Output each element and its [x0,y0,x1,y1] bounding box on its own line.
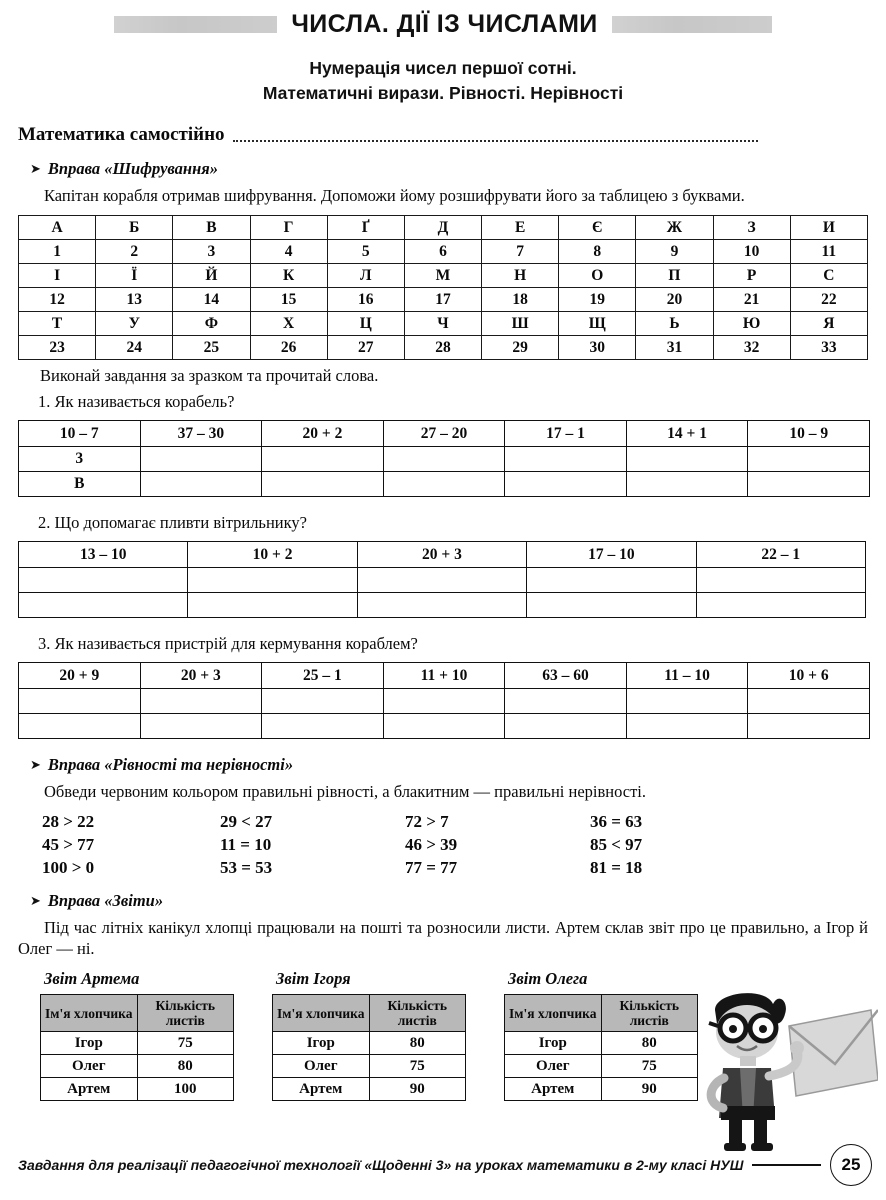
footer-rule [752,1164,821,1166]
alphabet-number-cell: 17 [404,288,481,312]
alphabet-letter-cell: П [636,264,713,288]
cipher-tasks-container [18,392,868,739]
answer-cell[interactable] [140,689,262,714]
alphabet-number-cell: 5 [327,240,404,264]
answer-cell[interactable] [140,447,262,472]
expression-cell: 10 + 6 [748,663,870,689]
alphabet-letter-cell: Х [250,312,327,336]
arrow-bullet-icon: ➤ [30,758,41,773]
expression-cell: 10 + 2 [188,542,357,568]
expression-cell: 14 + 1 [626,421,748,447]
alphabet-number-cell: 8 [559,240,636,264]
page-header [18,0,868,40]
table-row [505,1055,698,1078]
alphabet-letter-cell: Е [482,216,559,240]
alphabet-letter-cell: С [790,264,867,288]
table-row [19,714,870,739]
equality-item[interactable]: 46 > 39 [405,835,458,854]
alphabet-table-body [19,216,868,360]
expression-cell: 13 – 10 [19,542,188,568]
answer-cell[interactable] [527,568,696,593]
cipher-task-question: 2. Що допомагає пливти вітрильнику? [38,513,307,532]
alphabet-letter-cell: Т [19,312,96,336]
answer-cell[interactable] [140,472,262,497]
answer-cell[interactable] [19,689,141,714]
arrow-bullet-icon: ➤ [30,894,41,909]
table-header-row [41,995,234,1032]
alphabet-number-cell: 26 [250,336,327,360]
expression-cell: 10 – 7 [19,421,141,447]
equality-item[interactable]: 77 = 77 [405,858,458,877]
arrow-bullet-icon: ➤ [30,162,41,177]
equalities-items-grid [42,812,868,878]
report-column-header: Кількість листів [137,995,234,1032]
report-name-cell: Олег [273,1055,370,1078]
equality-item[interactable]: 29 < 27 [220,812,273,831]
table-row [273,1032,466,1055]
table-row [41,1078,234,1101]
table-row [19,447,870,472]
alphabet-number-cell: 30 [559,336,636,360]
subtitle-line-2: Математичні вирази. Рівності. Нерівності [262,83,624,103]
table-row [41,1032,234,1055]
alphabet-letter-cell: Ю [713,312,790,336]
alphabet-number-cell: 12 [19,288,96,312]
expression-cell: 22 – 1 [696,542,865,568]
table-row [19,593,866,618]
report-count-cell: 75 [137,1032,234,1055]
alphabet-number-cell: 3 [173,240,250,264]
alphabet-letter-cell: Н [482,264,559,288]
table-row [19,663,870,689]
alphabet-number-cell: 10 [713,240,790,264]
alphabet-letter-cell: Ш [482,312,559,336]
answer-cell[interactable] [383,689,505,714]
alphabet-letter-cell: Д [404,216,481,240]
boy-with-envelope-icon [693,988,878,1153]
answer-cell[interactable] [383,472,505,497]
report-count-cell: 80 [601,1032,698,1055]
answer-cell[interactable] [188,593,357,618]
footer-text: Завдання для реалізації педагогічної технології «Щоденні 3» на уроках математики в 2-му класі НУШ [18,1157,744,1173]
answer-cell[interactable] [748,689,870,714]
table-row [273,1055,466,1078]
alphabet-letter-cell: Г [250,216,327,240]
answer-cell[interactable] [748,714,870,739]
answer-cell[interactable] [383,447,505,472]
report-table [272,994,466,1101]
expression-cell: 11 – 10 [626,663,748,689]
alphabet-letter-cell: Ж [636,216,713,240]
alphabet-number-cell: 6 [404,240,481,264]
table-row [19,312,868,336]
alphabet-letter-cell: З [713,216,790,240]
answer-cell[interactable] [262,447,384,472]
alphabet-number-cell: 14 [173,288,250,312]
header-decoration-right [612,16,772,33]
expression-cell: 20 + 9 [19,663,141,689]
answer-cell[interactable] [357,593,526,618]
report-name-cell: Артем [273,1078,370,1101]
report-count-cell: 75 [369,1055,466,1078]
table-row [19,542,866,568]
alphabet-number-cell: 13 [96,288,173,312]
alphabet-number-cell: 31 [636,336,713,360]
equality-item[interactable]: 45 > 77 [42,835,95,854]
answer-cell[interactable] [262,714,384,739]
alphabet-number-cell: 9 [636,240,713,264]
alphabet-letter-cell: Ч [404,312,481,336]
table-row [19,336,868,360]
table-row [505,1078,698,1101]
equality-item[interactable]: 85 < 97 [590,835,643,854]
alphabet-number-cell: 29 [482,336,559,360]
cipher-task-table [18,541,866,618]
answer-cell[interactable] [527,593,696,618]
report-block [18,969,250,1101]
expression-cell: 25 – 1 [262,663,384,689]
expression-cell: 20 + 2 [262,421,384,447]
table-row [19,689,870,714]
alphabet-cipher-table [18,215,868,360]
section-heading-label: Математика самостійно [18,124,225,145]
answer-cell[interactable] [188,568,357,593]
alphabet-number-cell: 25 [173,336,250,360]
exercise-title-reports: Вправа «Звіти» [47,891,164,910]
report-name-cell: Ігор [505,1032,602,1055]
alphabet-number-cell: 1 [19,240,96,264]
table-row [19,240,868,264]
report-table [504,994,698,1101]
page-footer [18,1144,872,1186]
report-count-cell: 100 [137,1078,234,1101]
answer-cell[interactable] [696,593,865,618]
alphabet-letter-cell: І [19,264,96,288]
expression-cell: 17 – 1 [505,421,627,447]
alphabet-letter-cell: Я [790,312,867,336]
answer-cell[interactable] [696,568,865,593]
alphabet-letter-cell: К [250,264,327,288]
report-column-header: Ім'я хлопчика [505,995,602,1032]
alphabet-number-cell: 23 [19,336,96,360]
equality-item[interactable]: 100 > 0 [42,858,95,877]
alphabet-number-cell: 28 [404,336,481,360]
alphabet-letter-cell: Ф [173,312,250,336]
report-column-header: Кількість листів [369,995,466,1032]
report-name-cell: Артем [505,1078,602,1101]
report-count-cell: 90 [601,1078,698,1101]
answer-cell[interactable] [140,714,262,739]
report-name-cell: Артем [41,1078,138,1101]
alphabet-number-cell: 27 [327,336,404,360]
cipher-task-question: 3. Як називається пристрій для кермування кораблем? [38,634,418,653]
alphabet-number-cell: 16 [327,288,404,312]
cipher-task-table [18,420,870,497]
alphabet-number-cell: 22 [790,288,867,312]
answer-cell[interactable]: В [19,472,141,497]
alphabet-letter-cell: М [404,264,481,288]
equality-item[interactable]: 36 = 63 [590,812,643,831]
header-decoration-left [114,16,277,33]
report-column-header: Ім'я хлопчика [41,995,138,1032]
alphabet-letter-cell: Л [327,264,404,288]
exercise-header-reports [30,891,868,911]
expression-cell: 27 – 20 [383,421,505,447]
answer-cell[interactable] [505,447,627,472]
exercise-header-equalities [30,755,868,775]
answer-cell[interactable] [19,568,188,593]
cipher-task-question: 1. Як називається корабель? [38,392,235,411]
alphabet-number-cell: 7 [482,240,559,264]
report-count-cell: 75 [601,1055,698,1078]
equalities-instruction: Обведи червоним кольором правильні рівності, а блакитним — правильні нерівності. [44,782,647,801]
expression-cell: 20 + 3 [357,542,526,568]
answer-cell[interactable] [505,472,627,497]
expression-cell: 20 + 3 [140,663,262,689]
table-row [273,1078,466,1101]
table-row [19,421,870,447]
answer-cell[interactable] [357,568,526,593]
report-caption: Звіт Олега [508,969,588,988]
exercise-title-cipher: Вправа «Шифрування» [47,159,218,178]
alphabet-letter-cell: В [173,216,250,240]
alphabet-letter-cell: О [559,264,636,288]
dotted-leader [233,133,758,142]
equality-item[interactable]: 28 > 22 [42,812,95,831]
report-name-cell: Олег [41,1055,138,1078]
equality-item[interactable]: 53 = 53 [220,858,273,877]
answer-cell[interactable] [748,447,870,472]
cipher-task-table [18,662,870,739]
equality-item[interactable]: 11 = 10 [220,835,272,854]
answer-cell[interactable] [505,689,627,714]
answer-cell[interactable] [19,593,188,618]
answer-cell[interactable] [626,689,748,714]
alphabet-letter-cell: У [96,312,173,336]
alphabet-number-cell: 21 [713,288,790,312]
alphabet-number-cell: 18 [482,288,559,312]
report-name-cell: Ігор [273,1032,370,1055]
table-row [41,1055,234,1078]
report-column-header: Кількість листів [601,995,698,1032]
report-count-cell: 90 [369,1078,466,1101]
alphabet-letter-cell: Ґ [327,216,404,240]
report-count-cell: 80 [137,1055,234,1078]
table-row [505,1032,698,1055]
table-row [19,472,870,497]
table-row [19,216,868,240]
alphabet-letter-cell: Б [96,216,173,240]
alphabet-number-cell: 20 [636,288,713,312]
alphabet-letter-cell: Ц [327,312,404,336]
report-name-cell: Олег [505,1055,602,1078]
page-number-badge: 25 [830,1144,872,1186]
alphabet-number-cell: 19 [559,288,636,312]
table-row [19,264,868,288]
answer-cell[interactable] [626,714,748,739]
alphabet-number-cell: 32 [713,336,790,360]
alphabet-number-cell: 2 [96,240,173,264]
answer-cell[interactable] [626,447,748,472]
alphabet-number-cell: 11 [790,240,867,264]
report-name-cell: Ігор [41,1032,138,1055]
cipher-instruction: Виконай завдання за зразком та прочитай слова. [40,366,379,385]
alphabet-letter-cell: Р [713,264,790,288]
alphabet-letter-cell: И [790,216,867,240]
report-block [482,969,714,1101]
equality-item[interactable]: 81 = 18 [590,858,643,877]
expression-cell: 17 – 10 [527,542,696,568]
exercise-header-cipher [30,159,868,179]
expression-cell: 10 – 9 [748,421,870,447]
table-header-row [505,995,698,1032]
answer-cell[interactable] [748,472,870,497]
page-subtitle [18,56,868,106]
equality-item[interactable]: 72 > 7 [405,812,449,831]
page-title: ЧИСЛА. ДІЇ ІЗ ЧИСЛАМИ [291,9,598,38]
cipher-intro-text: Капітан корабля отримав шифрування. Допоможи йому розшифрувати його за таблицею з буквами. [44,186,745,205]
alphabet-letter-cell: Ї [96,264,173,288]
alphabet-letter-cell: Й [173,264,250,288]
report-caption: Звіт Ігоря [276,969,351,988]
answer-cell[interactable] [262,689,384,714]
report-block [250,969,482,1101]
alphabet-letter-cell: Щ [559,312,636,336]
alphabet-letter-cell: Ь [636,312,713,336]
table-row [19,568,866,593]
reports-intro-text: Під час літніх канікул хлопці працювали на пошті та розносили листи. Артем склав звіт про це правильно, а Ігор й Олег — ні. [18,918,868,958]
alphabet-number-cell: 33 [790,336,867,360]
expression-cell: 63 – 60 [505,663,627,689]
table-row [19,288,868,312]
answer-cell[interactable]: 3 [19,447,141,472]
alphabet-number-cell: 15 [250,288,327,312]
exercise-title-equalities: Вправа «Рівності та нерівності» [47,755,294,774]
alphabet-letter-cell: А [19,216,96,240]
alphabet-letter-cell: Є [559,216,636,240]
report-count-cell: 80 [369,1032,466,1055]
answer-cell[interactable] [383,714,505,739]
expression-cell: 11 + 10 [383,663,505,689]
report-column-header: Ім'я хлопчика [273,995,370,1032]
report-table [40,994,234,1101]
answer-cell[interactable] [505,714,627,739]
alphabet-number-cell: 24 [96,336,173,360]
alphabet-number-cell: 4 [250,240,327,264]
answer-cell[interactable] [626,472,748,497]
expression-cell: 37 – 30 [140,421,262,447]
subtitle-line-1: Нумерація чисел першої сотні. [309,58,577,78]
report-caption: Звіт Артема [44,969,140,988]
section-heading [18,124,868,146]
table-header-row [273,995,466,1032]
answer-cell[interactable] [262,472,384,497]
answer-cell[interactable] [19,714,141,739]
